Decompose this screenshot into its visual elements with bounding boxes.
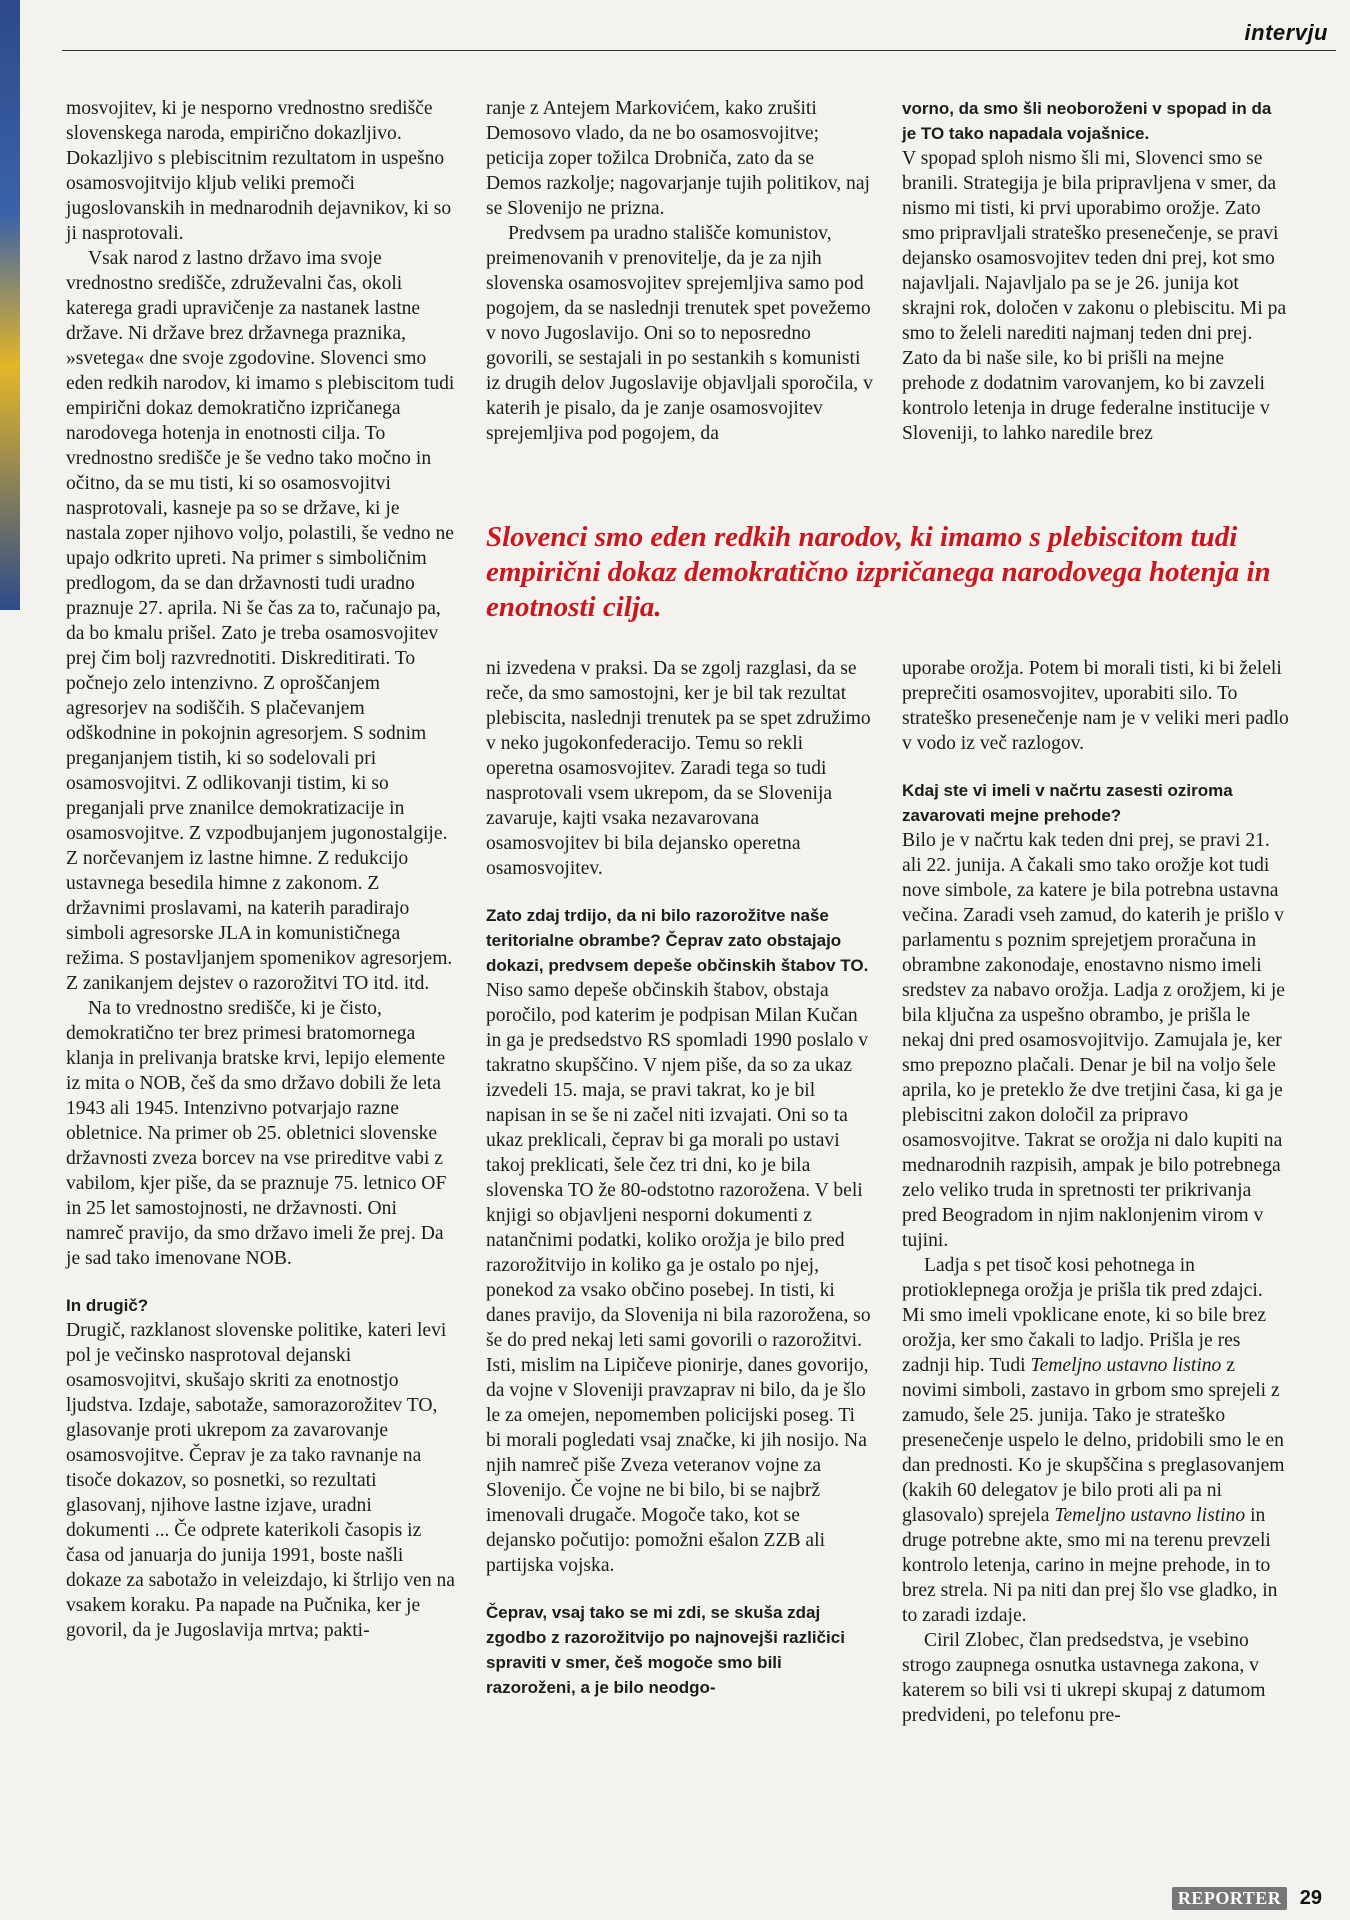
- page-number: 29: [1299, 1887, 1322, 1909]
- interview-question: Zato zdaj trdijo, da ni bilo razorožitve naše teritorialne obrambe? Čeprav zato obstajajo dokazi, predvsem depeše občinskih štabov TO.: [486, 906, 869, 975]
- paragraph: mosvojitev, ki je nesporno vrednostno središče slovenskega naroda, empirično dokazljivo. Dokazljivo s plebiscitnim rezultatom in uspešno osamosvojitvijo kljub veliki premoči jugoslovanskih in mednarodnih dejavnikov, ki so ji nasprotovali.: [66, 98, 452, 244]
- paragraph: Vsak narod z lastno državo ima svoje vrednostno središče, združevalni čas, okoli katerega gradi upravičenje za nastanek lastne države. Ni države brez državnega praznika, »svetega« dne svoje zgodovine. Slovenci smo eden redkih narodov, ki imamo s plebiscitom tudi empirični dokaz demokratično izpričanega narodovega hotenja in enotnosti cilja. To vrednostno središče je še vedno tako močno in očitno, da se mu tisti, ki so osamosvojitvi nasprotovali, kasneje pa so se državе, ki je nastala zoper njihovo voljo, polastili, še vedno ne upajo odkrito upreti. Na primer s simboličnim predlogom, da se dan državnosti tudi uradno praznuje 27. aprila. Ni še čas za to, računajo pa, da bo kmalu prišel. Zato je treba osamosvojitev prej čim bolj razvrednotiti. Diskreditirati. To počnejo zelo intenzivno. Z oproščanjem agresorjev na sodiščih. S plačevanjem odškodnine in pokojnin agresorjem. S sodnim preganjanjem tistih, ki so sodelovali pri osamosvojitvi. Z odlikovanji tistim, ki so preganjali prve znanilce demokratizacije in osamosvojitve. Z vzpodbujanjem jugonostalgije. Z norčevanjem iz lastne himne. Z redukcijo ustavnega besedila himne z zakonom. Z državnimi proslavami, na katerih paradirajo simboli agresorske JLA in komunističnega režima. S postavljanjem spomenikov agresorjem. Z zanikanjem dejstev o razorožitvi TO itd. itd.: [66, 248, 455, 994]
- text-run: z novimi simboli, zastavo in grbom smo sprejeli z zamudo, šele 25. junija. Tako je strateško presenečenje uspelo le delno, pridobili smo le en dan prednosti. Ko je skupščina s preglasovanjem (kakih 60 delegatov je bilo proti ali pa ni glasovalo) sprejela: [902, 1355, 1285, 1526]
- paragraph: Predvsem pa uradno stališče komunistov, preimenovanih v prenovitelje, da je za njih slovenska osamosvojitev sprejemljiva samo pod pogojem, da se naslednji trenutek spet povežemo v novo Jugoslavijo. Oni so to neposredno govorili, se sestajali in po sestankih s komunisti iz drugih delov Jugoslavije objavljali sporočila, v katerih je pisalo, da je zanje osamosvojitev sprejemljiva pod pogojem, da: [486, 223, 873, 444]
- text-run: Ladja s pet tisoč kosi pehotnega in protioklepnega orožja je prišla tik pred zdajci. Mi smo imeli vpoklicane enote, ki so bile brez orožja, ker smo čakali to ladjo. Prišla je res zadnji hip. Tudi: [902, 1255, 1267, 1376]
- pull-quote: Slovenci smo eden redkih narodov, ki imamo s plebiscitom tudi empirični dokaz demokratično izpričanega narodovega hotenja in enotnosti cilja.: [486, 521, 1271, 623]
- paragraph: Drugič, razklanost slovenske politike, kateri levi pol je večinsko nasprotoval dejanski osamosvojitvi, skušajo skriti za enotnostjo ljudstva. Izdaje, sabotaže, samorazorožitev TO, glasovanje proti ukrepom za zavarovanje osamosvojitve. Čeprav je za tako ravnanje na tisoče dokazov, so posnetki, so rezultati glasovanj, njihove lastne izjave, uradni dokumenti ... Če odprete katerikoli časopis iz časa od januarja do junija 1991, boste našli dokaze za sabotažo in veleizdajo, ki štrlijo ven na vsakem koraku. Pa napade na Pučnika, ker je govoril, da je Jugoslavija mrtva; pakti-: [66, 1320, 456, 1641]
- column-3-top: [902, 96, 1290, 446]
- paragraph: Bilo je v načrtu kak teden dni prej, se pravi 21. ali 22. junija. A čakali smo tako orožje kot tudi nove simbole, za katere je bila potrebna ustavna večina. Zaradi vseh zamud, do katerih je prišlo v parlamentu s poznim sprejetjem proračuna in obrambne zakonodaje, enostavno nismo imeli sredstev za nabavo orožja. Ladja z orožjem, ki je bila ključna za uspešno obrambo, je prišla le nekaj dni pred osamosvojitvijo. Zamujala je, ker smo prepozno plačali. Denar je bil na voljo šele aprila, ko je preteklo že dve tretjini časa, ki ga je plebiscitni zakon določil za pripravo osamosvojitve. Takrat se orožja ni dalo kupiti na mednarodnih razpisih, ampak je bilo potrebnega zelo veliko truda in spretnosti ter prikrivanja pred Beogradom in njim naklonjenim virom v tujini.: [902, 830, 1285, 1251]
- paragraph: V spopad sploh nismo šli mi, Slovenci smo se branili. Strategija je bila pripravljena v smer, da nismo mi tisti, ki prvi uporabimo orožje. Zato smo pripravljali strateško presenečenje, se pravi dejansko osamosvojitev teden dni prej, kot smo najavljali. Najavljalo pa se je 26. junija kot skrajni rok, določen v zakonu o plebiscitu. Mi pa smo to želeli narediti najmanj teden dni prej. Zato da bi naše sile, ko bi prišli na mejne prehode z dodatnim varovanjem, ko bi zavzeli kontrolo letenja in drugе federalne institucije v Sloveniji, to lahko naredile brez: [902, 148, 1287, 444]
- paragraph: Ciril Zlobec, član predsedstva, je vsebino strogo zaupnega osnutka ustavnega zakona, v katerem so bili vsi ti ukrepi skupaj z datumom predvideni, po telefonu pre-: [902, 1630, 1266, 1726]
- column-2-top: [486, 96, 874, 446]
- interview-question: Čeprav, vsaj tako se mi zdi, se skuša zdaj zgodbo z razorožitvijo po najnovejši različici spraviti v smer, češ mogoče smo bili razoroženi, a je bilo neodgo-: [486, 1603, 845, 1697]
- column-2-bottom: [486, 656, 874, 1700]
- header-rule: [62, 50, 1336, 51]
- paragraph: Niso samo depeše občinskih štabov, obstaja poročilo, pod katerim je podpisan Milan Kučan in ga je predsedstvo RS spomladi 1990 poslalo v takratno skupščino. V njem piše, da so za ukaz izvedeli 15. maja, se pravi takrat, ko je bil napisan in se še ni začel niti izvajati. Oni so ta ukaz preklicali, čeprav bi ga morali po ustavi takoj preklicati, šele čez tri dni, ko je bila slovenska TO že 80-odstotno razorožena. V beli knjigi so objavljeni nesporni dokumenti z natančnimi podatki, koliko orožja je bilo pred razorožitvijo in koliko ga je ostalo po njej, ponekod za vsako občino posebej. In tisti, ki danes pravijo, da Slovenija ni bila razorožena, so še do pred nekaj leti sami govorili o razorožitvi. Isti, mislim na Lipičeve pionirje, danes govorijo, da vojne v Sloveniji pravzaprav ni bilo, da je šlo le za omejen, nepomemben policijski poseg. Ti bi morali pogledati vsaj značke, ki jih nosijo. Na njih namreč piše Zveza veteranov vojne za Slovenijo. Če vojne ne bi bilo, bi se najbrž imenovali drugače. Mogoče tako, kot se dejansko počutijo: pomožni ešalon ZZB ali partijska vojska.: [486, 980, 871, 1576]
- text-run: in druge potrebne akte, smo mi na terenu prevzeli kontrolo letenja, carino in mejne prehode, in to brez strela. Ni pa niti dan prej šlo vse gladko, in to zaradi izdaje.: [902, 1505, 1278, 1626]
- interview-question: vorno, da smo šli neoboroženi v spopad in da je TO tako napadala vojašnice.: [902, 99, 1272, 143]
- document-title-italic: Temeljno ustavno listino: [1030, 1355, 1222, 1376]
- column-1: [66, 96, 456, 1643]
- paragraph: ranje z Antejem Markovićem, kako zrušiti Demosovo vlado, da ne bo osamosvojitve; peticija zoper tožilca Drobniča, zato da se Demos razkolje; nagovarjanje tujih politikov, naj se Slovenijo ne prizna.: [486, 98, 870, 219]
- interview-question: Kdaj ste vi imeli v načrtu zasesti oziroma zavarovati mejne prehode?: [902, 781, 1233, 825]
- column-3-bottom: [902, 656, 1290, 1728]
- document-title-italic: Temeljno ustavno listino: [1054, 1505, 1246, 1526]
- paragraph: Na to vrednostno središče, ki je čisto, demokratično ter brez primesi bratomornega klanja in prelivanja bratske krvi, lepijo elemente iz mita o NOB, češ da smo državo dobili že leta 1943 ali 1945. Intenzivno potvarjajo razne obletnice. Na primer ob 25. obletnici slovenske državnosti zveza borcev na vse prireditve vabi z vabilom, kjer piše, da se praznuje 75. letnico OF in 25 let samostojnosti, ne državnosti. Oni namreč pravijo, da smo državo imeli že prej. Da je sad tako imenovane NOB.: [66, 998, 447, 1269]
- paragraph: [902, 1253, 1290, 1628]
- section-title: intervju: [1244, 20, 1328, 45]
- interview-question: In drugič?: [66, 1296, 149, 1315]
- magazine-logo: REPORTER: [1172, 1887, 1287, 1910]
- paragraph: uporabe orožja. Potem bi morali tisti, ki bi želeli preprečiti osamosvojitev, uporabiti silo. To strateško presenečenje nam je v veliki meri padlo v vodo iz več razlogov.: [902, 658, 1289, 754]
- left-edge-photo-fragment: [0, 0, 20, 610]
- paragraph: ni izvedena v praksi. Da se zgolj razglasi, da se reče, da smo samostojni, ker je bil tak rezultat plebiscita, naslednji trenutek pa se spet združimo v neko jugokonfederacijo. Temu so rekli operetna osamosvojitev. Zaradi tega so tudi nasprotovali vsem ukrepom, da se Slovenija zavaruje, kajti vsaka nezavarovana osamosvojitev bi bila dejansko operetna osamosvojitev.: [486, 658, 871, 879]
- page-footer: [1172, 1887, 1322, 1910]
